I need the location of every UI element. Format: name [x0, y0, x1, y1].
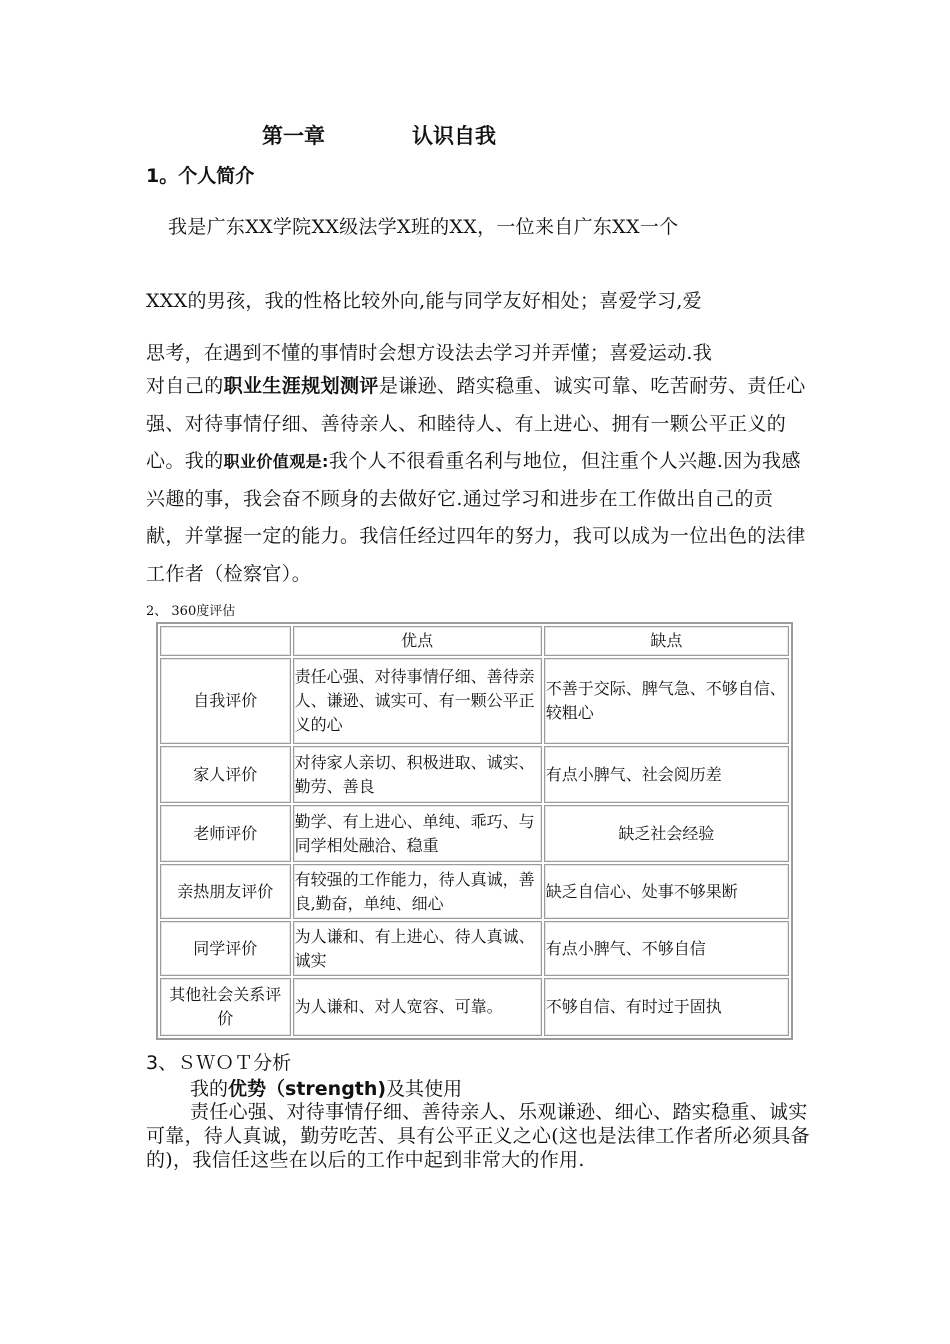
table-row [160, 864, 789, 919]
row-pros: 有较强的工作能力，待人真诚，善良,勤奋，单纯、细心 [293, 864, 542, 919]
header-cell-empty [160, 626, 291, 656]
header-cell-pros: 优点 [293, 626, 542, 656]
row-label: 家人评价 [160, 746, 291, 803]
header-cell-cons: 缺点 [544, 626, 789, 656]
career-values-term: 职业价值观是: [223, 452, 329, 471]
section-heading-360: 2、 360度评估 [146, 604, 236, 619]
row-cons: 缺乏自信心、处事不够果断 [544, 864, 789, 919]
row-cons: 有点小脾气、不够自信 [544, 921, 789, 976]
swot-sub-a: 我的 [190, 1078, 229, 1100]
row-label: 其他社会关系评价 [160, 978, 291, 1036]
table-header-row [160, 626, 789, 656]
row-label: 老师评价 [160, 805, 291, 862]
row-cons: 不够自信、有时过于固执 [544, 978, 789, 1036]
row-cons: 缺乏社会经验 [544, 805, 789, 862]
row-cons: 不善于交际、脾气急、不够自信、较粗心 [544, 658, 789, 744]
swot-strength-paragraph: 责任心强、对待事情仔细、善待亲人、乐观谦逊、细心、踏实稳重、诚实可靠，待人真诚，勤劳吃苦、具有公平正义之心(这也是法律工作者所必须具备的)，我信任这些在以后的工作中起到非常大的作用. [146, 1101, 810, 1171]
profile-line-3: 思考，在遇到不懂的事情时会想方设法去学习并弄懂；喜爱运动.我 [146, 342, 713, 364]
table-row [160, 658, 789, 744]
row-pros: 为人谦和、有上进心、待人真诚、诚实 [293, 921, 542, 976]
table-row [160, 805, 789, 862]
table-row [160, 921, 789, 976]
profile-line-1: 我是广东XX学院XX级法学X班的XX，一位来自广东XX一个 [168, 216, 679, 238]
row-label: 亲热朋友评价 [160, 864, 291, 919]
career-assessment-term: 职业生涯规划测评 [223, 375, 379, 397]
section-heading-swot: 3、ＳＷＯＴ分析 [146, 1052, 292, 1074]
chapter-name: 认识自我 [412, 124, 496, 148]
profile-line-2: XXX的男孩，我的性格比较外向,能与同学友好相处；喜爱学习,爱 [146, 290, 702, 312]
row-label: 同学评价 [160, 921, 291, 976]
row-pros: 对待家人亲切、积极进取、诚实、勤劳、善良 [293, 746, 542, 803]
chapter-number: 第一章 [262, 124, 325, 148]
profile-paragraph [146, 368, 811, 593]
swot-strength-heading [190, 1074, 462, 1101]
swot-sub-c: 及其使用 [386, 1078, 463, 1100]
row-cons: 有点小脾气、社会阅历差 [544, 746, 789, 803]
profile-text-a: 对自己的 [146, 375, 224, 397]
profile-text-e: 我个人不很看重名利与地位，但注重个人兴趣.因为我感兴趣的事，我会奋不顾身的去做好它.通过学习和进步在工作做出自己的贡献，并掌握一定的能力。我信任经过四年的努力，我可以成为一位出色的法律工作者（检察官）。 [146, 450, 806, 585]
table-row [160, 746, 789, 803]
row-label: 自我评价 [160, 658, 291, 744]
strength-term: 优势（strength) [228, 1078, 387, 1100]
row-pros: 为人谦和、对人宽容、可靠。 [293, 978, 542, 1036]
row-pros: 勤学、有上进心、单纯、乖巧、与同学相处融洽、稳重 [293, 805, 542, 862]
section-heading-profile: 1。个人简介 [146, 165, 255, 187]
row-pros: 责任心强、对待事情仔细、善待亲人、谦逊、诚实可、有一颗公平正义的心 [293, 658, 542, 744]
table-row [160, 978, 789, 1036]
profile-text-c: 是谦逊、踏实稳重、诚实可靠、吃苦耐劳、责任心强、对待事情仔细、善待亲人、和睦待人、有上进心、拥有一颗公平正义的心。我的 [146, 375, 806, 472]
evaluation-table [156, 622, 793, 1040]
